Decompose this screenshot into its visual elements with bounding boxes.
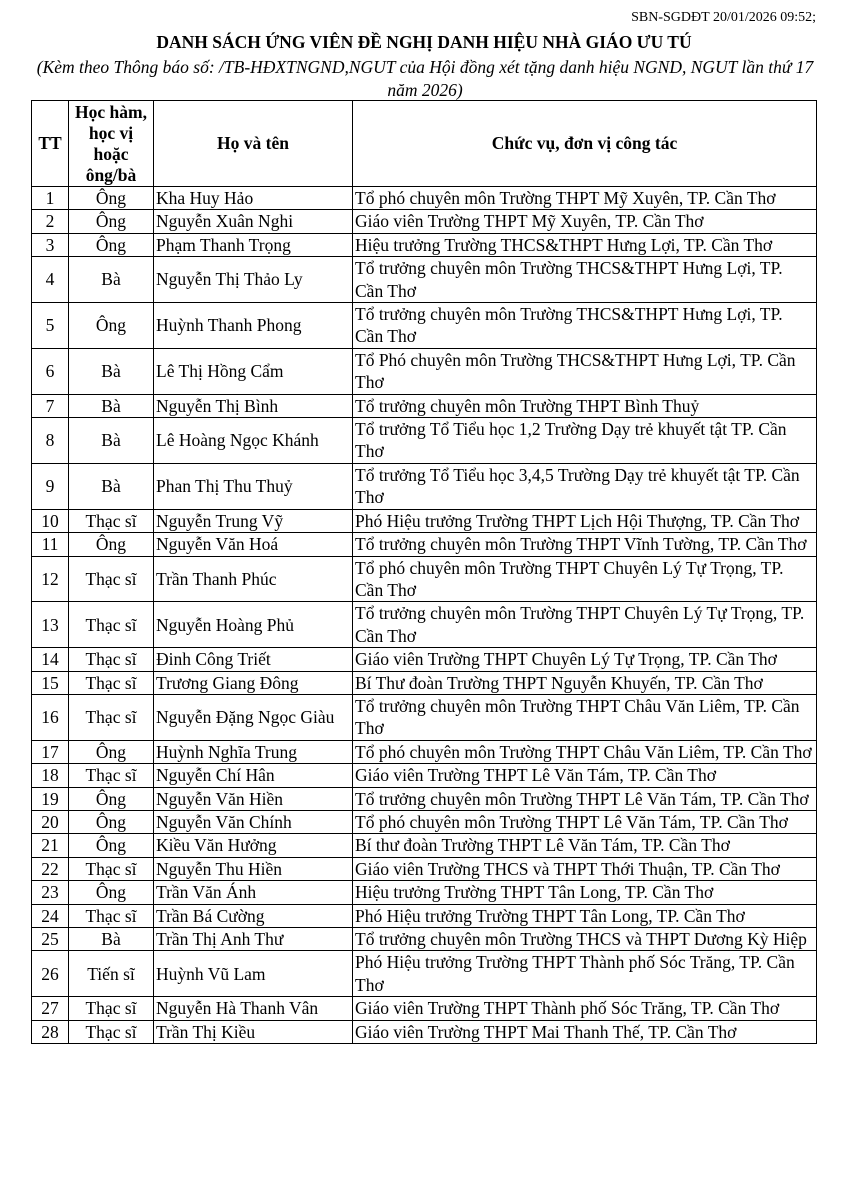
cell-position: Tổ trưởng chuyên môn Trường THCS&THPT Hưng Lợi, TP. Cần Thơ (353, 303, 817, 349)
header-title: Học hàm, học vị hoặc ông/bà (69, 101, 154, 187)
table-row (32, 928, 817, 951)
table-row (32, 787, 817, 810)
cell-name: Trần Thanh Phúc (154, 556, 353, 602)
cell-name: Nguyễn Đặng Ngọc Giàu (154, 694, 353, 740)
cell-tt: 13 (32, 602, 69, 648)
cell-position: Bí thư đoàn Trường THPT Lê Văn Tám, TP. Cần Thơ (353, 834, 817, 857)
cell-position: Tổ trưởng Tổ Tiểu học 1,2 Trường Dạy trẻ khuyết tật TP. Cần Thơ (353, 418, 817, 464)
table-row (32, 257, 817, 303)
cell-tt: 24 (32, 904, 69, 927)
cell-title: Ông (69, 881, 154, 904)
cell-tt: 18 (32, 764, 69, 787)
cell-name: Lê Thị Hồng Cẩm (154, 348, 353, 394)
table-row (32, 764, 817, 787)
cell-title: Ông (69, 533, 154, 556)
cell-title: Thạc sĩ (69, 671, 154, 694)
cell-tt: 20 (32, 810, 69, 833)
cell-name: Huỳnh Thanh Phong (154, 303, 353, 349)
cell-position: Giáo viên Trường THCS và THPT Thới Thuận, TP. Cần Thơ (353, 857, 817, 880)
cell-name: Nguyễn Văn Hoá (154, 533, 353, 556)
cell-position: Phó Hiệu trưởng Trường THPT Tân Long, TP. Cần Thơ (353, 904, 817, 927)
table-row (32, 810, 817, 833)
cell-name: Kha Huy Hảo (154, 187, 353, 210)
cell-position: Tổ trưởng chuyên môn Trường THCS&THPT Hưng Lợi, TP. Cần Thơ (353, 257, 817, 303)
cell-position: Tổ trưởng chuyên môn Trường THPT Lê Văn Tám, TP. Cần Thơ (353, 787, 817, 810)
cell-name: Đinh Công Triết (154, 648, 353, 671)
cell-position: Giáo viên Trường THPT Chuyên Lý Tự Trọng, TP. Cần Thơ (353, 648, 817, 671)
cell-title: Ông (69, 233, 154, 256)
cell-title: Thạc sĩ (69, 857, 154, 880)
cell-name: Kiều Văn Hưởng (154, 834, 353, 857)
cell-name: Huỳnh Nghĩa Trung (154, 740, 353, 763)
cell-title: Thạc sĩ (69, 904, 154, 927)
cell-name: Trần Văn Ánh (154, 881, 353, 904)
cell-name: Trương Giang Đông (154, 671, 353, 694)
cell-position: Tổ trưởng chuyên môn Trường THPT Chuyên Lý Tự Trọng, TP. Cần Thơ (353, 602, 817, 648)
cell-title: Thạc sĩ (69, 997, 154, 1020)
header-tt: TT (32, 101, 69, 187)
table-row (32, 834, 817, 857)
cell-tt: 1 (32, 187, 69, 210)
cell-title: Thạc sĩ (69, 509, 154, 532)
table-row (32, 602, 817, 648)
table-row (32, 418, 817, 464)
cell-tt: 14 (32, 648, 69, 671)
table-row (32, 997, 817, 1020)
cell-position: Phó Hiệu trưởng Trường THPT Lịch Hội Thượng, TP. Cần Thơ (353, 509, 817, 532)
cell-name: Phạm Thanh Trọng (154, 233, 353, 256)
table-row (32, 394, 817, 417)
cell-name: Trần Thị Kiều (154, 1020, 353, 1043)
table-row (32, 740, 817, 763)
cell-position: Tổ trưởng chuyên môn Trường THCS và THPT Dương Kỳ Hiệp (353, 928, 817, 951)
cell-position: Tổ Phó chuyên môn Trường THCS&THPT Hưng Lợi, TP. Cần Thơ (353, 348, 817, 394)
cell-title: Ông (69, 740, 154, 763)
cell-position: Giáo viên Trường THPT Lê Văn Tám, TP. Cần Thơ (353, 764, 817, 787)
cell-position: Tổ phó chuyên môn Trường THPT Chuyên Lý Tự Trọng, TP. Cần Thơ (353, 556, 817, 602)
cell-name: Nguyễn Hoàng Phủ (154, 602, 353, 648)
cell-title: Thạc sĩ (69, 648, 154, 671)
cell-position: Phó Hiệu trưởng Trường THPT Thành phố Sóc Trăng, TP. Cần Thơ (353, 951, 817, 997)
table-row (32, 694, 817, 740)
table-row (32, 951, 817, 997)
cell-name: Nguyễn Thị Thảo Ly (154, 257, 353, 303)
cell-tt: 25 (32, 928, 69, 951)
table-row (32, 210, 817, 233)
cell-position: Giáo viên Trường THPT Thành phố Sóc Trăng, TP. Cần Thơ (353, 997, 817, 1020)
table-row (32, 463, 817, 509)
cell-tt: 16 (32, 694, 69, 740)
cell-position: Tổ trưởng chuyên môn Trường THPT Bình Thuỷ (353, 394, 817, 417)
table-row (32, 348, 817, 394)
cell-name: Nguyễn Hà Thanh Vân (154, 997, 353, 1020)
cell-tt: 2 (32, 210, 69, 233)
table-row (32, 671, 817, 694)
cell-position: Hiệu trưởng Trường THPT Tân Long, TP. Cần Thơ (353, 881, 817, 904)
cell-title: Thạc sĩ (69, 602, 154, 648)
cell-title: Bà (69, 348, 154, 394)
cell-name: Nguyễn Văn Chính (154, 810, 353, 833)
cell-tt: 28 (32, 1020, 69, 1043)
cell-tt: 3 (32, 233, 69, 256)
cell-position: Tổ phó chuyên môn Trường THPT Mỹ Xuyên, TP. Cần Thơ (353, 187, 817, 210)
cell-position: Tổ phó chuyên môn Trường THPT Lê Văn Tám, TP. Cần Thơ (353, 810, 817, 833)
header-position: Chức vụ, đơn vị công tác (353, 101, 817, 187)
cell-position: Tổ trưởng chuyên môn Trường THPT Vĩnh Tường, TP. Cần Thơ (353, 533, 817, 556)
cell-tt: 26 (32, 951, 69, 997)
cell-title: Bà (69, 928, 154, 951)
cell-title: Thạc sĩ (69, 764, 154, 787)
cell-tt: 27 (32, 997, 69, 1020)
cell-name: Nguyễn Thị Bình (154, 394, 353, 417)
table-row (32, 233, 817, 256)
cell-tt: 19 (32, 787, 69, 810)
cell-title: Bà (69, 394, 154, 417)
cell-title: Ông (69, 810, 154, 833)
table-row (32, 881, 817, 904)
document-title: DANH SÁCH ỨNG VIÊN ĐỀ NGHỊ DANH HIỆU NHÀ GIÁO ƯU TÚ (156, 32, 692, 52)
cell-tt: 22 (32, 857, 69, 880)
cell-name: Trần Thị Anh Thư (154, 928, 353, 951)
cell-title: Ông (69, 187, 154, 210)
cell-name: Trần Bá Cường (154, 904, 353, 927)
cell-title: Bà (69, 463, 154, 509)
document-subtitle: (Kèm theo Thông báo số: /TB-HĐXTNGND,NGUT của Hội đồng xét tặng danh hiệu NGND, NGUT lần thứ 17 năm 2026) (36, 57, 814, 100)
cell-tt: 23 (32, 881, 69, 904)
table-header-row (32, 101, 817, 187)
cell-name: Lê Hoàng Ngọc Khánh (154, 418, 353, 464)
cell-name: Nguyễn Thu Hiền (154, 857, 353, 880)
cell-position: Giáo viên Trường THPT Mai Thanh Thế, TP. Cần Thơ (353, 1020, 817, 1043)
cell-position: Tổ phó chuyên môn Trường THPT Châu Văn Liêm, TP. Cần Thơ (353, 740, 817, 763)
cell-tt: 9 (32, 463, 69, 509)
cell-title: Ông (69, 787, 154, 810)
timestamp-stamp: SBN-SGDĐT 20/01/2026 09:52; (631, 10, 816, 25)
cell-tt: 15 (32, 671, 69, 694)
cell-tt: 10 (32, 509, 69, 532)
cell-title: Thạc sĩ (69, 694, 154, 740)
cell-title: Tiến sĩ (69, 951, 154, 997)
cell-position: Hiệu trưởng Trường THCS&THPT Hưng Lợi, TP. Cần Thơ (353, 233, 817, 256)
cell-position: Giáo viên Trường THPT Mỹ Xuyên, TP. Cần Thơ (353, 210, 817, 233)
cell-name: Nguyễn Xuân Nghi (154, 210, 353, 233)
cell-tt: 11 (32, 533, 69, 556)
table-row (32, 1020, 817, 1043)
table-row (32, 303, 817, 349)
cell-name: Phan Thị Thu Thuỷ (154, 463, 353, 509)
cell-title: Bà (69, 418, 154, 464)
cell-tt: 6 (32, 348, 69, 394)
cell-name: Nguyễn Chí Hân (154, 764, 353, 787)
table-row (32, 187, 817, 210)
table-row (32, 533, 817, 556)
table-row (32, 648, 817, 671)
table-row (32, 556, 817, 602)
cell-title: Thạc sĩ (69, 556, 154, 602)
cell-tt: 7 (32, 394, 69, 417)
cell-tt: 4 (32, 257, 69, 303)
cell-title: Bà (69, 257, 154, 303)
cell-name: Nguyễn Văn Hiền (154, 787, 353, 810)
cell-title: Ông (69, 303, 154, 349)
cell-name: Nguyễn Trung Vỹ (154, 509, 353, 532)
table-row (32, 904, 817, 927)
candidate-table (31, 100, 817, 1044)
table-row (32, 509, 817, 532)
cell-tt: 12 (32, 556, 69, 602)
cell-name: Huỳnh Vũ Lam (154, 951, 353, 997)
cell-title: Ông (69, 210, 154, 233)
cell-position: Bí Thư đoàn Trường THPT Nguyễn Khuyến, TP. Cần Thơ (353, 671, 817, 694)
header-name: Họ và tên (154, 101, 353, 187)
cell-title: Ông (69, 834, 154, 857)
table-row (32, 857, 817, 880)
cell-tt: 21 (32, 834, 69, 857)
cell-position: Tổ trưởng Tổ Tiểu học 3,4,5 Trường Dạy trẻ khuyết tật TP. Cần Thơ (353, 463, 817, 509)
cell-tt: 8 (32, 418, 69, 464)
cell-title: Thạc sĩ (69, 1020, 154, 1043)
cell-position: Tổ trưởng chuyên môn Trường THPT Châu Văn Liêm, TP. Cần Thơ (353, 694, 817, 740)
cell-tt: 17 (32, 740, 69, 763)
cell-tt: 5 (32, 303, 69, 349)
